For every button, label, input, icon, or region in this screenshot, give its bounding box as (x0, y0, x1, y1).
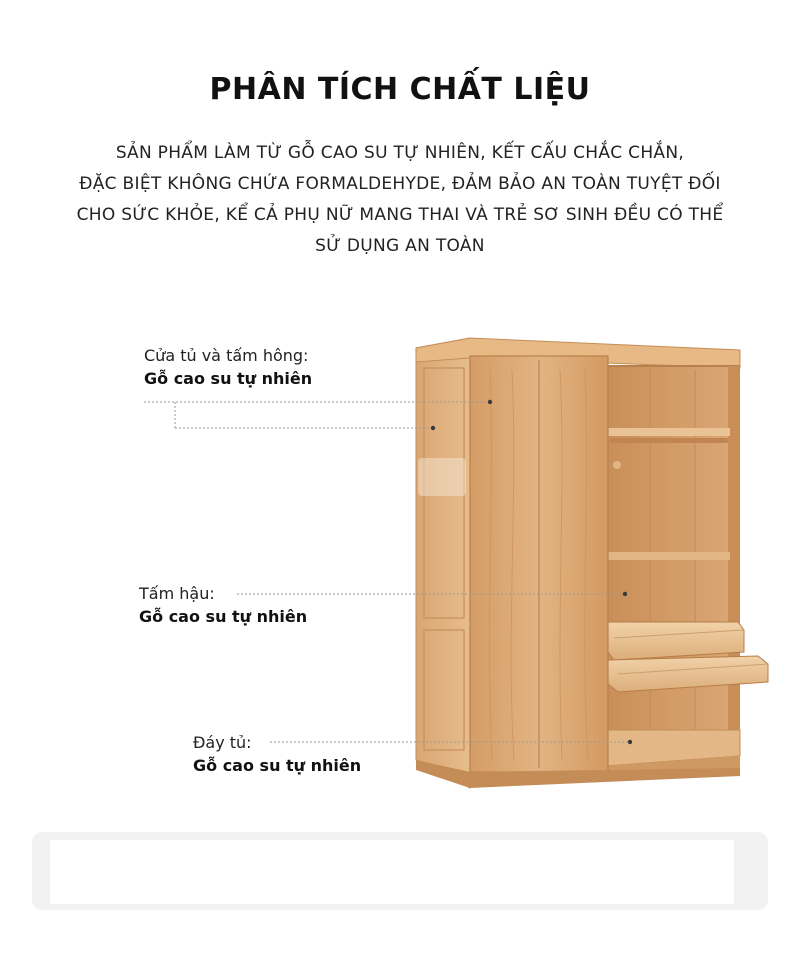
back-marker (623, 592, 627, 596)
callout-part: Đáy tủ: (193, 733, 252, 752)
callout-material: Gỗ cao su tự nhiên (139, 607, 308, 626)
bottom-marker (628, 740, 632, 744)
description-line: CHO SỨC KHỎE, KỂ CẢ PHỤ NỮ MANG THAI VÀ TRẺ SƠ SINH ĐỀU CÓ THỂ (76, 205, 724, 225)
page-title: PHÂN TÍCH CHẤT LIỆU (209, 72, 591, 107)
callout-material: Gỗ cao su tự nhiên (193, 756, 362, 775)
description-line: ĐẶC BIỆT KHÔNG CHỨA FORMALDEHYDE, ĐẢM BẢO AN TOÀN TUYỆT ĐỐI (79, 174, 721, 194)
callout-bottom (193, 731, 361, 777)
side-marker (431, 426, 435, 430)
callout-part: Tấm hậu: (139, 584, 215, 603)
door-marker (488, 400, 492, 404)
bottom-panel (32, 832, 768, 910)
description-line: SỬ DỤNG AN TOÀN (315, 236, 485, 256)
bottom-panel-content (50, 840, 734, 904)
description-line: SẢN PHẨM LÀM TỪ GỖ CAO SU TỰ NHIÊN, KẾT CẤU CHẮC CHẮN, (115, 143, 685, 163)
callout-material: Gỗ cao su tự nhiên (144, 369, 313, 388)
callout-part: Cửa tủ và tấm hông: (144, 346, 309, 365)
callout-door-side (144, 344, 312, 390)
callout-back-panel (139, 582, 307, 628)
